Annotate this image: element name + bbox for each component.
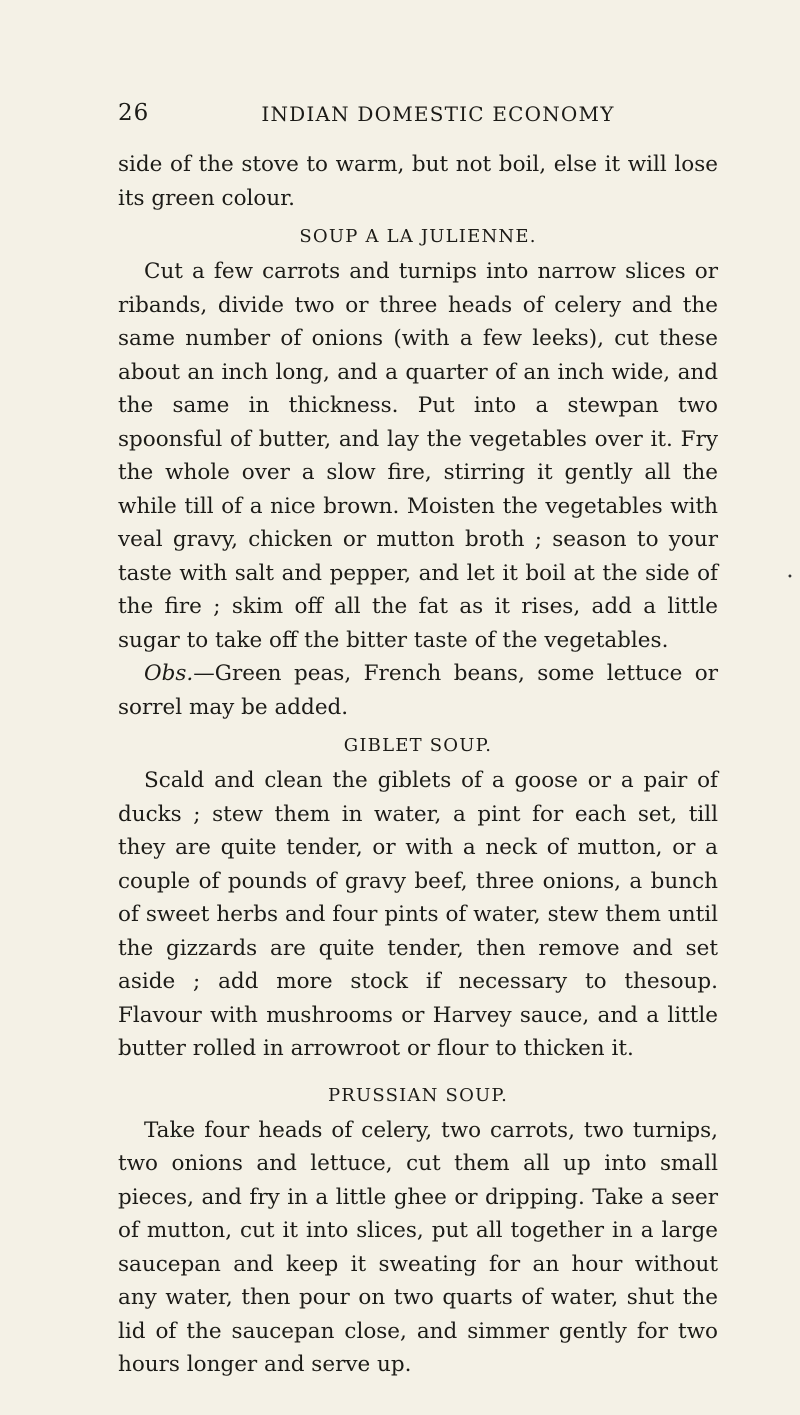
- julienne-obs-note: [118, 657, 718, 724]
- obs-text: —Green peas, French beans, some lettuce or sorrel may be added.: [118, 661, 718, 720]
- section-heading-julienne: SOUP A LA JULIENNE.: [299, 226, 537, 247]
- julienne-paragraph: Cut a few carrots and turnips into narrow slices or ribands, divide two or three heads of celery and the same number of onions (with a few leeks), cut these about an inch long, and a quarter of an inch wide, and the same in thickness. Put into a stewpan two spoonsful of butter, and lay the vegetables over it. Fry the whole over a slow fire, stirring it gently all the while till of a nice brown. Moisten the vegetables with veal gravy, chicken or mutton broth ; season to your taste with salt and pepper, and let it boil at the side of the fire ; skim off all the fat as it rises, add a little sugar to take off the bitter taste of the vegetables.: [118, 259, 718, 653]
- page-number: 26: [118, 100, 150, 126]
- page-body: [118, 148, 718, 1382]
- margin-speck: •: [787, 572, 793, 583]
- giblet-paragraph: Scald and clean the giblets of a goose or a pair of ducks ; stew them in water, a pint for each set, till they are quite tender, or with a neck of mutton, or a couple of pounds of gravy beef, three onions, a bunch of sweet herbs and four pints of water, stew them until the gizzards are quite tender, then remove and set aside ; add more stock if necessary to thesoup. Flavour with mushrooms or Harvey sauce, and a little butter rolled in arrowroot or flour to thicken it.: [118, 768, 718, 1061]
- prussian-paragraph: Take four heads of celery, two carrots, two turnips, two onions and lettuce, cut them all up into small pieces, and fry in a little ghee or dripping. Take a seer of mutton, cut it into slices, put all together in a large saucepan and keep it sweating for an hour without any water, then pour on two quarts of water, shut the lid of the saucepan close, and simmer gently for two hours longer and serve up.: [118, 1117, 718, 1377]
- section-heading-giblet: GIBLET SOUP.: [343, 735, 493, 756]
- running-title: INDIAN DOMESTIC ECONOMY: [261, 102, 615, 126]
- page-header: [118, 100, 718, 140]
- obs-label: Obs.: [144, 661, 194, 686]
- section-heading-prussian: PRUSSIAN SOUP.: [327, 1084, 508, 1106]
- continuation-paragraph: side of the stove to warm, but not boil, else it will lose its green colour.: [118, 152, 718, 211]
